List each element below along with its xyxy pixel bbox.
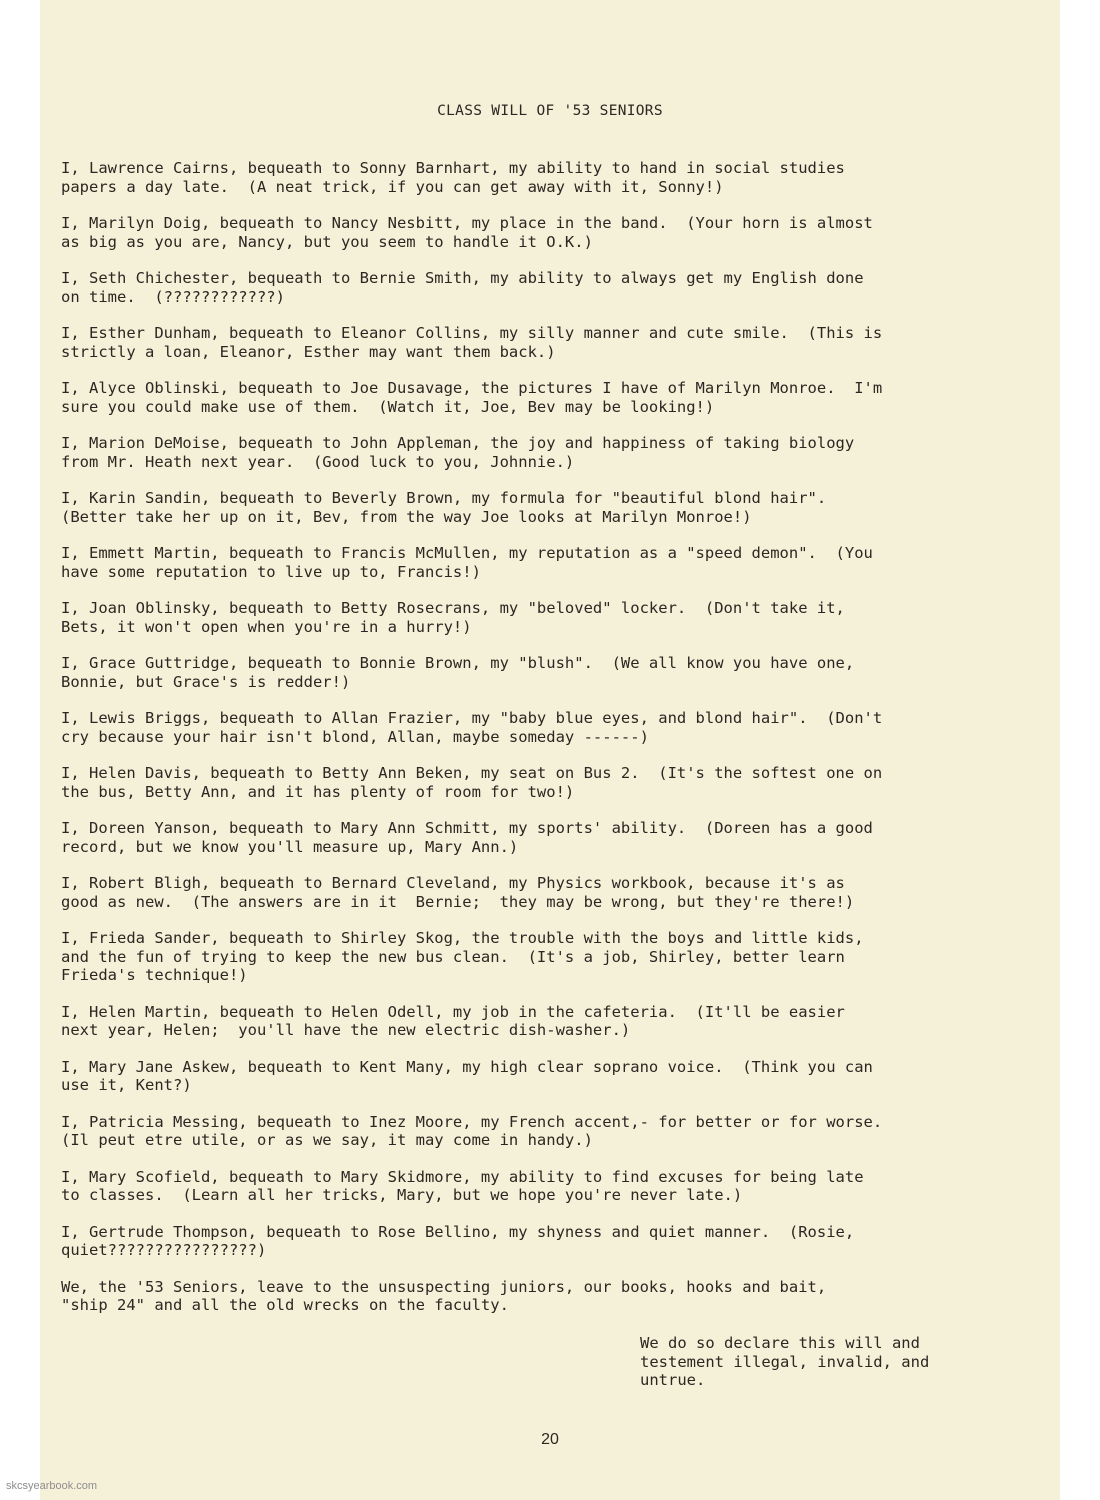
will-entry: I, Doreen Yanson, bequeath to Mary Ann Schmitt, my sports' ability. (Doreen has a good record, but we know you'll measure up, Mary Ann.) (61, 819, 873, 856)
will-entry: I, Frieda Sander, bequeath to Shirley Skog, the trouble with the boys and little kids, and the fun of trying to keep the new bus clean. (It's a job, Shirley, better learn Frieda's technique!) (61, 929, 864, 984)
will-entry: I, Patricia Messing, bequeath to Inez Moore, my French accent,- for better or for worse. (Il peut etre utile, or as we say, it may come in handy.) (61, 1112, 883, 1149)
will-entry: I, Gertrude Thompson, bequeath to Rose Bellino, my shyness and quiet manner. (Rosie, quiet????????????????) (61, 1222, 855, 1259)
will-entry: I, Helen Davis, bequeath to Betty Ann Beken, my seat on Bus 2. (It's the softest one on the bus, Betty Ann, and it has plenty of room for two!) (61, 764, 883, 801)
will-entry-closing-statement: We, the '53 Seniors, leave to the unsuspecting juniors, our books, hooks and bait, "ship 24" and all the old wrecks on the faculty. (61, 1277, 827, 1314)
will-entry: I, Lewis Briggs, bequeath to Allan Frazier, my "baby blue eyes, and blond hair". (Don't cry because your hair isn't blond, Allan, maybe someday ------) (61, 709, 883, 746)
class-will-entries (61, 159, 1046, 1333)
will-entry: I, Helen Martin, bequeath to Helen Odell, my job in the cafeteria. (It'll be easier next year, Helen; you'll have the new electric dish-washer.) (61, 1002, 845, 1039)
watermark-text: skcsyearbook.com (6, 1480, 98, 1492)
will-entry: I, Mary Jane Askew, bequeath to Kent Many, my high clear soprano voice. (Think you can use it, Kent?) (61, 1057, 873, 1094)
will-entry: I, Robert Bligh, bequeath to Bernard Cleveland, my Physics workbook, because it's as good as new. (The answers are in it Bernie; they may be wrong, but they're there!) (61, 874, 855, 911)
will-entry: I, Lawrence Cairns, bequeath to Sonny Barnhart, my ability to hand in social studies papers a day late. (A neat trick, if you can get away with it, Sonny!) (61, 159, 845, 196)
yearbook-page (40, 0, 1060, 1500)
closing-declaration: We do so declare this will and testement illegal, invalid, and untrue. (640, 1334, 930, 1389)
will-entry: I, Karin Sandin, bequeath to Beverly Brown, my formula for "beautiful blond hair". (Better take her up on it, Bev, from the way Joe looks at Marilyn Monroe!) (61, 489, 827, 526)
page-number: 20 (541, 1431, 559, 1448)
will-entry: I, Marion DeMoise, bequeath to John Appleman, the joy and happiness of taking biology from Mr. Heath next year. (Good luck to you, Johnnie.) (61, 434, 855, 471)
will-entry: I, Alyce Oblinski, bequeath to Joe Dusavage, the pictures I have of Marilyn Monroe. I'm sure you could make use of them. (Watch it, Joe, Bev may be looking!) (61, 379, 883, 416)
will-entry: I, Grace Guttridge, bequeath to Bonnie Brown, my "blush". (We all know you have one, Bonnie, but Grace's is redder!) (61, 654, 855, 691)
page-title: CLASS WILL OF '53 SENIORS (437, 103, 663, 119)
will-entry: I, Emmett Martin, bequeath to Francis McMullen, my reputation as a "speed demon". (You have some reputation to live up to, Francis!) (61, 544, 873, 581)
will-entry: I, Esther Dunham, bequeath to Eleanor Collins, my silly manner and cute smile. (This is strictly a loan, Eleanor, Esther may want them back.) (61, 324, 883, 361)
will-entry: I, Marilyn Doig, bequeath to Nancy Nesbitt, my place in the band. (Your horn is almost as big as you are, Nancy, but you seem to handle it O.K.) (61, 214, 873, 251)
will-entry: I, Mary Scofield, bequeath to Mary Skidmore, my ability to find excuses for being late to classes. (Learn all her tricks, Mary, but we hope you're never late.) (61, 1167, 864, 1204)
will-entry: I, Joan Oblinsky, bequeath to Betty Rosecrans, my "beloved" locker. (Don't take it, Bets, it won't open when you're in a hurry!) (61, 599, 845, 636)
will-entry: I, Seth Chichester, bequeath to Bernie Smith, my ability to always get my English done on time. (????????????) (61, 269, 864, 306)
